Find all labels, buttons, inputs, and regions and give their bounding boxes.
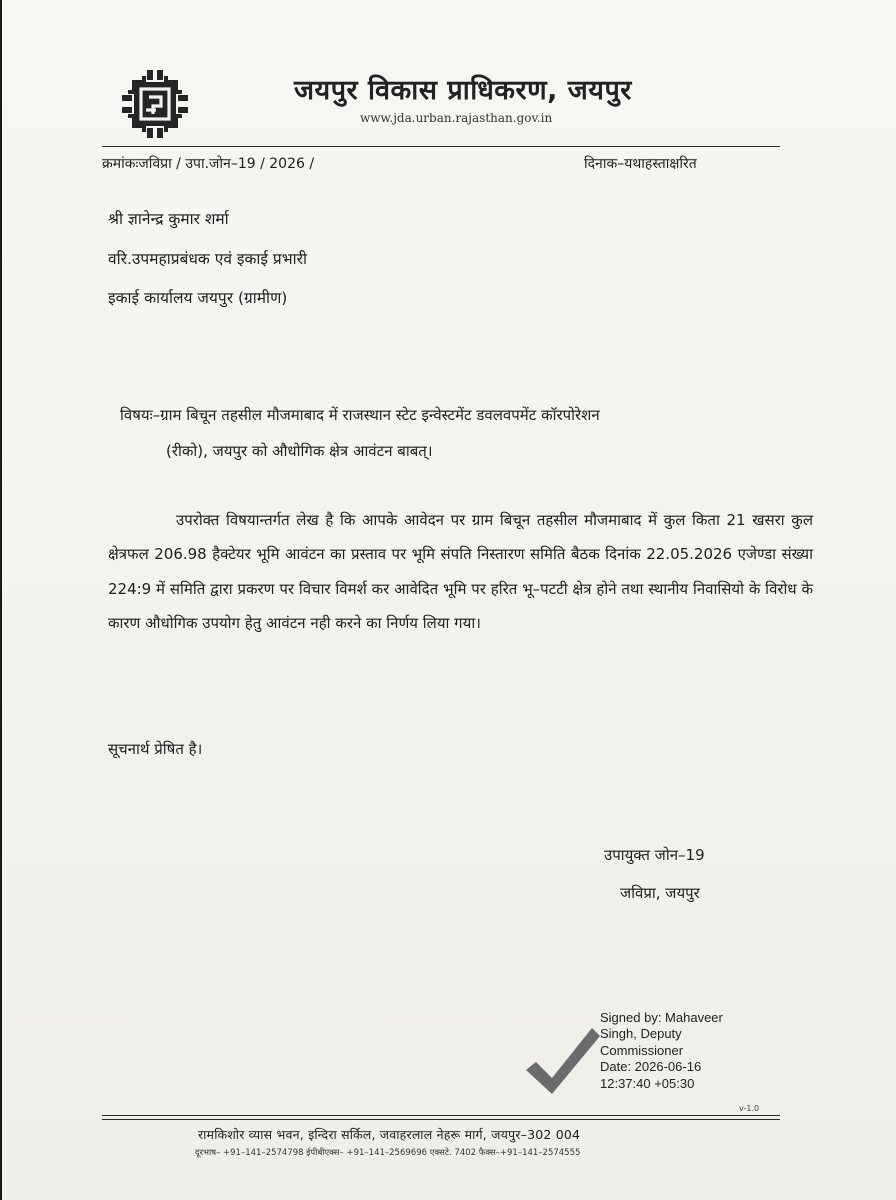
body-paragraph-text: उपरोक्त विषयान्तर्गत लेख है कि आपके आवेदन पर ग्राम बिचून तहसील मौजमाबाद में कुल किता 21 खसरा कुल क्षेत्रफल 206.98 हैक्टेयर भूमि आवंटन का प्रस्ताव पर भूमि संपति निस्तारण समिति बैठक दिनांक 22.05.2026 एजेण्डा संख्या 224:9 में समिति द्वारा प्रकरण पर विचार विमर्श कर आवेदित भूमि पर हरित भू–पटटी क्षेत्र होने तथा स्थानीय निवासियो के विरोध के कारण औधोगिक उपयोग हेतु आवंटन नही करने का निर्णय लिया गया।: [108, 511, 813, 633]
footer-divider-bottom: [102, 1119, 780, 1120]
checkmark-icon: [522, 1024, 602, 1096]
addressee-name: श्री ज्ञानेन्द्र कुमार शर्मा: [108, 210, 229, 228]
letter-page: [2, 0, 896, 1200]
signatory-office: जविप्रा, जयपुर: [620, 884, 700, 902]
addressee-office: इकाई कार्यालय जयपुर (ग्रामीण): [108, 289, 288, 307]
subject-line-2: (रीको), जयपुर को औधोगिक क्षेत्र आवंटन बाबत्।: [166, 442, 433, 460]
information-note: सूचनार्थ प्रेषित है।: [108, 740, 203, 758]
footer-address: रामकिशोर व्यास भवन, इन्दिरा सर्किल, जवाहरलाल नेहरू मार्ग, जयपुर–302 004: [198, 1127, 581, 1142]
footer-contacts: दूरभाष– +91–141–2574798 ईपीबीएक्स– +91–141–2569696 एक्सटे. 7402 फैक्स–+91–141–2574555: [195, 1148, 581, 1158]
addressee-designation: वरि.उपमहाप्रबंधक एवं इकाई प्रभारी: [108, 250, 308, 268]
header-divider: [102, 146, 780, 147]
letter-date: दिनाक–यथाहस्ताक्षरित: [584, 156, 697, 172]
reference-number: क्रमांकःजविप्रा / उपा.जोन–19 / 2026 /: [102, 156, 315, 172]
body-paragraph: [108, 503, 813, 641]
version-label: v-1.0: [739, 1104, 760, 1113]
footer-divider-top: [102, 1115, 780, 1116]
digital-signature-text: Signed by: Mahaveer Singh, Deputy Commissioner Date: 2026-06-16 12:37:40 +05:30: [600, 1010, 723, 1091]
subject-line-1: विषयः–ग्राम बिचून तहसील मौजमाबाद में राजस्थान स्टेट इन्वेस्टमेंट डवलवपमेंट कॉरपोरेशन: [120, 406, 600, 424]
jda-emblem-logo: [122, 70, 188, 138]
organization-title: जयपुर विकास प्राधिकरण, जयपुर: [294, 75, 632, 106]
signatory-designation: उपायुक्त जोन–19: [604, 846, 705, 864]
website-url: www.jda.urban.rajasthan.gov.in: [360, 111, 553, 125]
